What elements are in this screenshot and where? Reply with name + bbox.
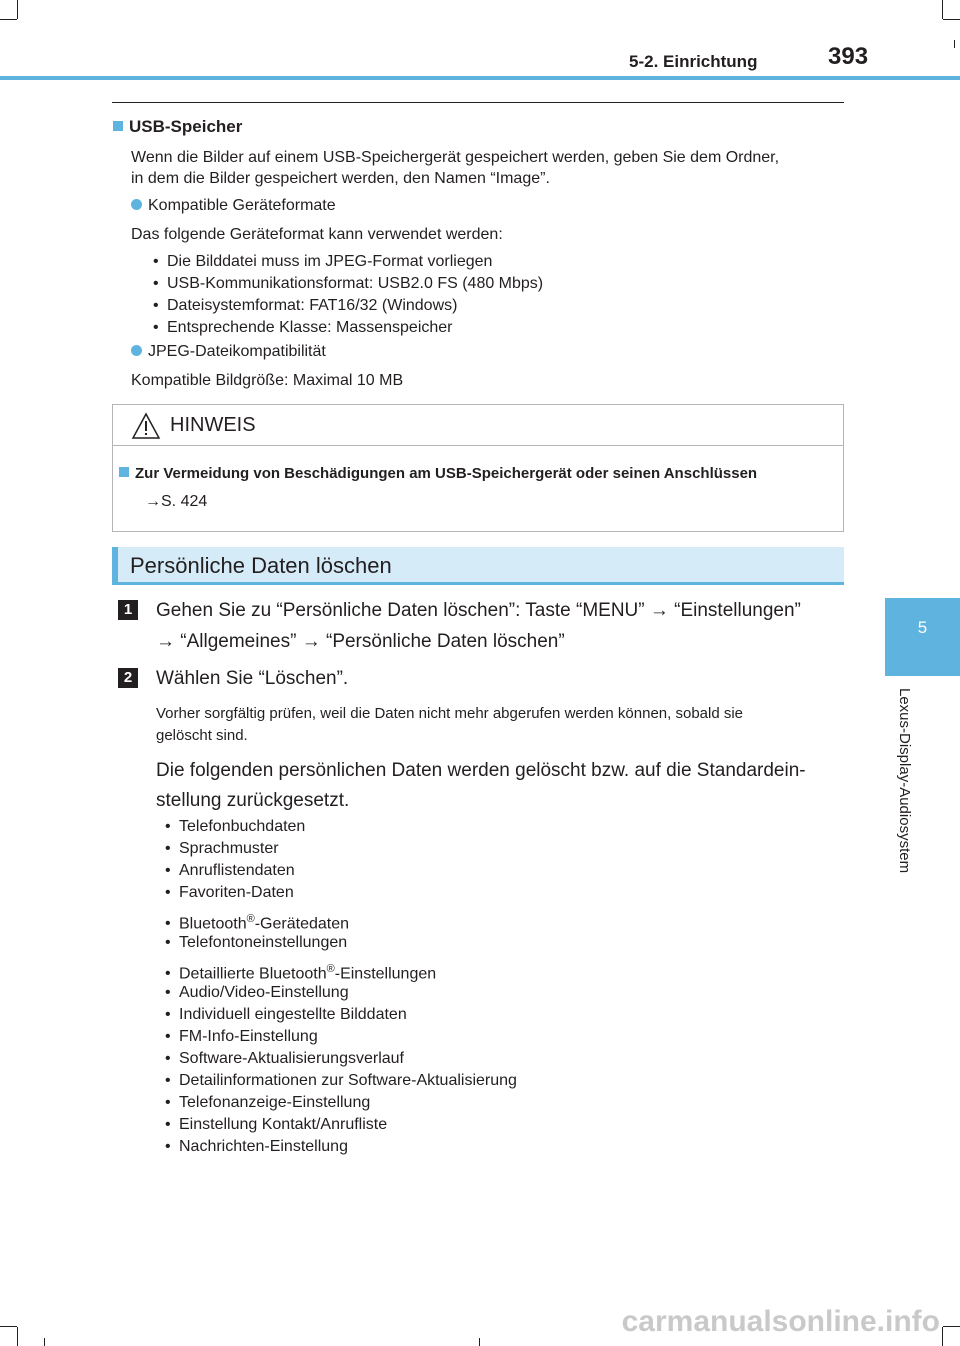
list-item: • Die Bilddatei muss im JPEG-Format vorliegen — [153, 251, 543, 273]
data-list-a — [165, 816, 517, 1158]
crop-mark — [942, 1327, 943, 1346]
notice-title: HINWEIS — [170, 414, 256, 436]
notice-box — [112, 404, 844, 532]
usb-heading: USB-Speicher — [113, 117, 242, 137]
crop-mark — [17, 0, 18, 19]
formats-intro: Das folgende Geräteformat kann verwendet werden: — [131, 226, 503, 243]
top-rule — [112, 102, 844, 103]
list-item: • Bluetooth®-Gerätedaten — [165, 904, 517, 932]
list-item: • Favoriten-Daten — [165, 882, 517, 904]
list-item: • Audio/Video-Einstellung — [165, 982, 517, 1004]
list-item: • Detaillierte Bluetooth®-Einstellungen — [165, 954, 517, 982]
warning-icon — [131, 412, 161, 440]
crop-mark — [0, 1326, 17, 1327]
crop-mark — [0, 19, 17, 20]
section-header — [112, 547, 844, 585]
list-item: • Telefontoneinstellungen — [165, 932, 517, 954]
header-section-title: 5-2. Einrichtung — [629, 52, 758, 71]
list-item: • USB-Kommunikationsformat: USB2.0 FS (480 Mbps) — [153, 273, 543, 295]
notice-heading: Zur Vermeidung von Beschädigungen am USB-Speichergerät oder seinen Anschlüssen — [119, 465, 757, 482]
step-2-note-line-2: gelöscht sind. — [156, 727, 248, 744]
list-item: • Entsprechende Klasse: Massenspeicher — [153, 317, 543, 339]
section-accent-stripe — [112, 547, 118, 585]
section-underline — [112, 582, 844, 585]
crop-mark — [942, 0, 943, 19]
crop-mark — [44, 1338, 45, 1346]
crop-mark — [17, 1327, 18, 1346]
step-number-1: 1 — [118, 600, 138, 620]
step-1-line-2: → “Allgemeines” → “Persönliche Daten löschen” — [156, 631, 565, 652]
arrow-right-icon: → — [145, 493, 161, 510]
list-item: • Dateisystemformat: FAT16/32 (Windows) — [153, 295, 543, 317]
page-number: 393 — [828, 43, 869, 70]
square-bullet-icon — [119, 467, 129, 477]
crop-mark — [954, 40, 955, 48]
list-item: • Software-Aktualisierungsverlauf — [165, 1048, 517, 1070]
list-item: • Telefonbuchdaten — [165, 816, 517, 838]
list-item: • Detailinformationen zur Software-Aktualisierung — [165, 1070, 517, 1092]
crop-mark — [943, 19, 960, 20]
crop-mark — [943, 1326, 960, 1327]
square-bullet-icon — [113, 121, 123, 131]
list-item: • FM-Info-Einstellung — [165, 1026, 517, 1048]
circle-bullet-icon — [131, 345, 142, 356]
crop-mark — [479, 1338, 480, 1346]
usb-intro-line-1: Wenn die Bilder auf einem USB-Speichergerät gespeichert werden, geben Sie dem Ordner, — [131, 149, 780, 166]
chapter-tab-label: Lexus-Display-Audiosystem — [896, 688, 913, 874]
step-number-2: 2 — [118, 668, 138, 688]
chapter-tab-number: 5 — [917, 618, 928, 637]
step-2-text: Wählen Sie “Löschen”. — [156, 668, 349, 689]
notice-header — [113, 405, 843, 446]
jpeg-text: Kompatible Bildgröße: Maximal 10 MB — [131, 372, 404, 389]
list-item: • Einstellung Kontakt/Anrufliste — [165, 1114, 517, 1136]
header-bar — [0, 76, 960, 80]
list-item: • Nachrichten-Einstellung — [165, 1136, 517, 1158]
chapter-tab — [885, 598, 960, 676]
list-item: • Individuell eingestellte Bilddaten — [165, 1004, 517, 1026]
reset-line-1: Die folgenden persönlichen Daten werden gelöscht bzw. auf die Standardein- — [156, 760, 806, 781]
step-1-line-1: Gehen Sie zu “Persönliche Daten löschen”: Taste “MENU” → “Einstellungen” — [156, 600, 801, 621]
step-2-note-line-1: Vorher sorgfältig prüfen, weil die Daten nicht mehr abgerufen werden können, sobald sie — [156, 705, 744, 722]
jpeg-heading: JPEG-Dateikompatibilität — [131, 341, 326, 363]
list-item: • Anruflistendaten — [165, 860, 517, 882]
section-title: Persönliche Daten löschen — [130, 553, 392, 578]
usb-intro-line-2: in dem die Bilder gespeichert werden, den Namen “Image”. — [131, 170, 550, 187]
list-item: • Sprachmuster — [165, 838, 517, 860]
circle-bullet-icon — [131, 199, 142, 210]
notice-ref: →S. 424 — [145, 493, 208, 510]
reset-line-2: stellung zurückgesetzt. — [156, 790, 350, 811]
formats-heading: Kompatible Geräteformate — [131, 195, 336, 217]
list-item: • Telefonanzeige-Einstellung — [165, 1092, 517, 1114]
watermark: carmanualsonline.info — [621, 1305, 940, 1338]
formats-list — [153, 251, 543, 339]
